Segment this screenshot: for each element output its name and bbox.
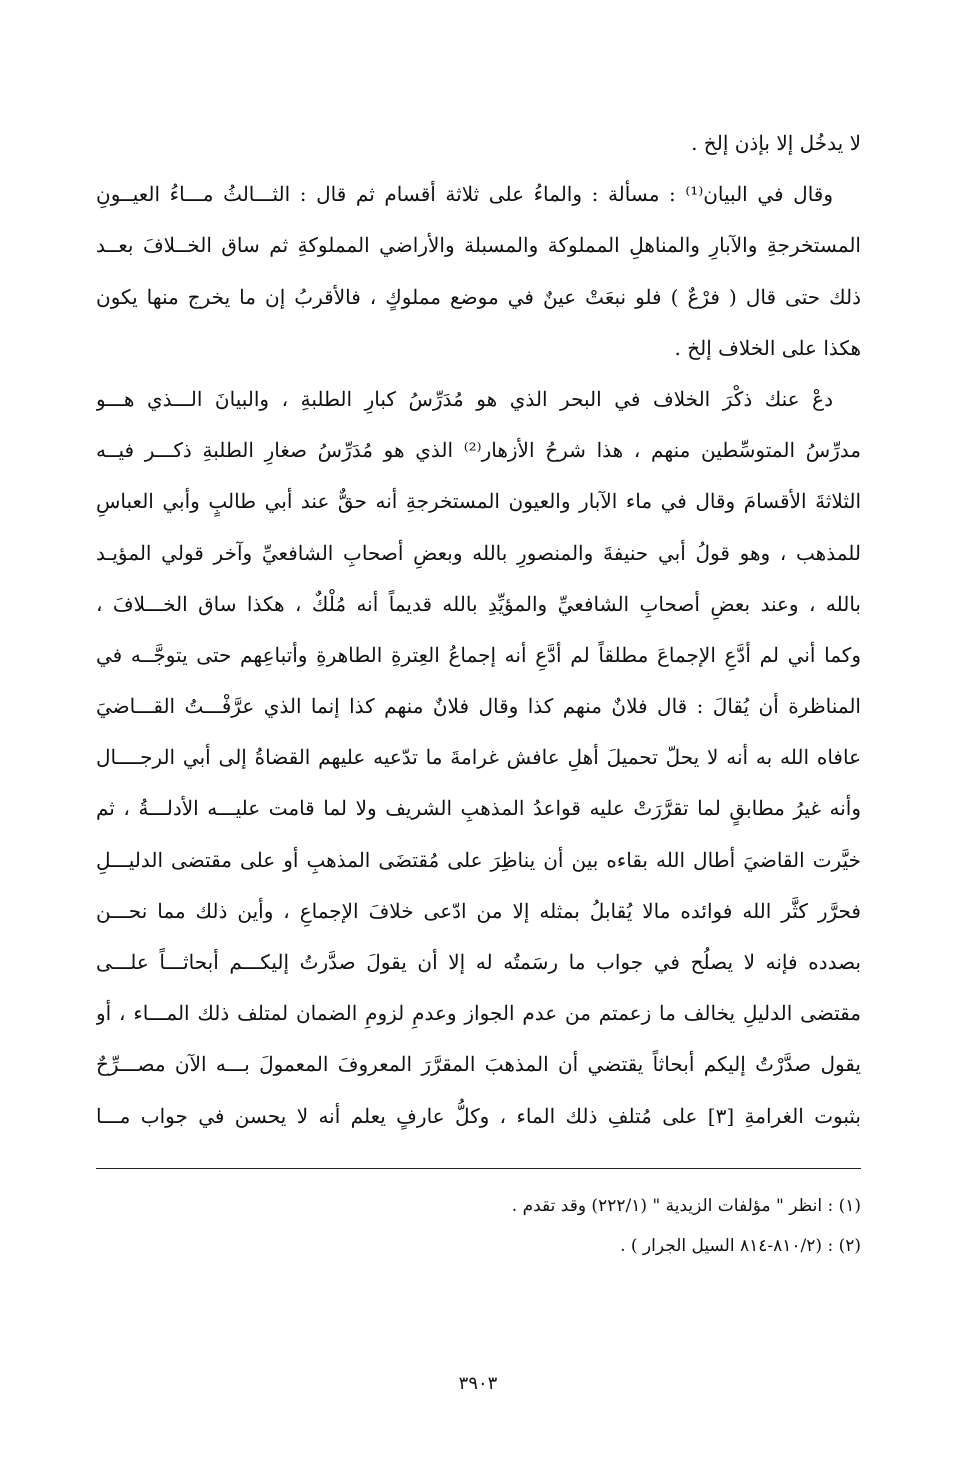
text-line: دعْ عنك ذكْرَ الخلاف في البحر الذي هو مُدَرِّسُ كبارِ الطلبةِ ، والبيانَ الـــذي هـــو bbox=[96, 386, 833, 411]
text-line: وكما أني لم أدَّعِ الإجماعَ مطلقاً لم أدَّعِ أنه إجماعُ العِترةِ الطاهرةِ وأتباعِهم حتى يتوجَّــه في bbox=[96, 642, 861, 667]
text-line: مقتضى الدليلِ يخالف ما زعمتم من عدم الجواز وعدمِ لزومِ الضمان لمتلف ذلك المـــاء ، أو bbox=[96, 1001, 861, 1026]
text-line: بصدده فإنه لا يصلُح في جواب ما رسَمتُه له إلا أن يقولَ صدَّرتُ إليكـــم أبحاثـــاً علـــى bbox=[96, 950, 861, 974]
main-text bbox=[96, 118, 861, 1142]
text-line: فحرَّر كثَّر الله فوائده مالا يُقابلُ بمثله إلا من ادّعى خلافَ الإجماعِ ، وأين ذلك مما نحـــن bbox=[96, 898, 861, 923]
text-line: للمذهب ، وهو قولُ أبي حنيفةَ والمنصورِ بالله وبعضِ أصحابِ الشافعيِّ وآخر قولي المؤيـد bbox=[96, 540, 861, 565]
text-line: خيَّرت القاضيَ أطال الله بقاءه بين أن يناظِرَ على مُقتضَى المذهبِ أو على مقتضى الدليـــلِ bbox=[96, 847, 861, 872]
text-line: بثبوت الغرامةِ [٣] على مُتلفِ ذلك الماء ، وكلُّ عارفٍ يعلم أنه لا يحسن في جواب مـــا bbox=[96, 1103, 861, 1128]
footnote-2: (٢) : (٨١٠/٢-٨١٤ السيل الجرار ) . bbox=[620, 1236, 861, 1256]
text-line: المناظرة أن يُقالَ : قال فلانٌ منهم كذا وقال فلانٌ منهم كذا إنما الذي عرَّفْـــتُ القـــاضيَ bbox=[96, 694, 861, 719]
text-line: وأنه غيرُ مطابقٍ لما تقرَّرَتْ عليه قواعدُ المذهبِ الشريف ولا لما قامت عليـــه الأدلـــةُ ، ثم bbox=[96, 796, 861, 821]
text-line: مدرِّسُ المتوسِّطين منهم ، هذا شرحُ الأزهار⁽²⁾ الذي هو مُدَرِّسُ صغارِ الطلبةِ ذكـــر فيــه bbox=[96, 438, 861, 463]
text-line: وقال في البيان⁽¹⁾ : مسألة : والماءُ على ثلاثة أقسام ثم قال : الثـــالثُ مـــاءُ العيــونِ bbox=[96, 182, 834, 207]
footnote-divider bbox=[96, 1168, 861, 1169]
text-line: ذلك حتى قال ( فرْعٌ ) فلو نبعَتْ عينٌ في موضع مملوكٍ ، فالأقربُ إن ما يخرج منها يكون bbox=[96, 284, 861, 309]
footnote-1: (١) : انظر " مؤلفات الزيدية " (٢٢٢/١) وقد تقدم . bbox=[511, 1196, 861, 1216]
page-number: ٣٩٠٣ bbox=[458, 1373, 498, 1394]
text-line: بالله ، وعند بعضِ أصحابِ الشافعيِّ والمؤيِّدِ بالله قديماً أنه مُلْكٌ ، هكذا ساق الخـــلافَ ، bbox=[96, 591, 861, 616]
text-line: عافاه الله به أنه لا يحلّ تحميلَ أهلِ عافش غرامةَ ما تدّعيه عليهم القضاةُ إلى أبي الرجــــال bbox=[96, 745, 861, 770]
text-line: يقول صدَّرْتُ إليكم أبحاثاً يقتضي أن المذهبَ المقرَّرَ المعروفَ المعمولَ بـــه الآن مصـــرِّحٌ bbox=[96, 1052, 861, 1077]
footnotes bbox=[96, 1186, 861, 1266]
text-line: الثلاثةَ الأقسامَ وقال في ماء الآبار والعيون المستخرجةِ أنه حقٌّ عند أبي طالبٍ وأبي العباسِ bbox=[96, 489, 861, 514]
text-line: المستخرجةِ والآبارِ والمناهلِ المملوكة والمسبلة والأراضي المملوكةِ ثم ساق الخــلافَ بعــد bbox=[96, 233, 861, 258]
text-line: هكذا على الخلاف إلخ . bbox=[674, 335, 861, 360]
text-line: لا يدخُل إلا بإذن إلخ . bbox=[691, 131, 861, 155]
